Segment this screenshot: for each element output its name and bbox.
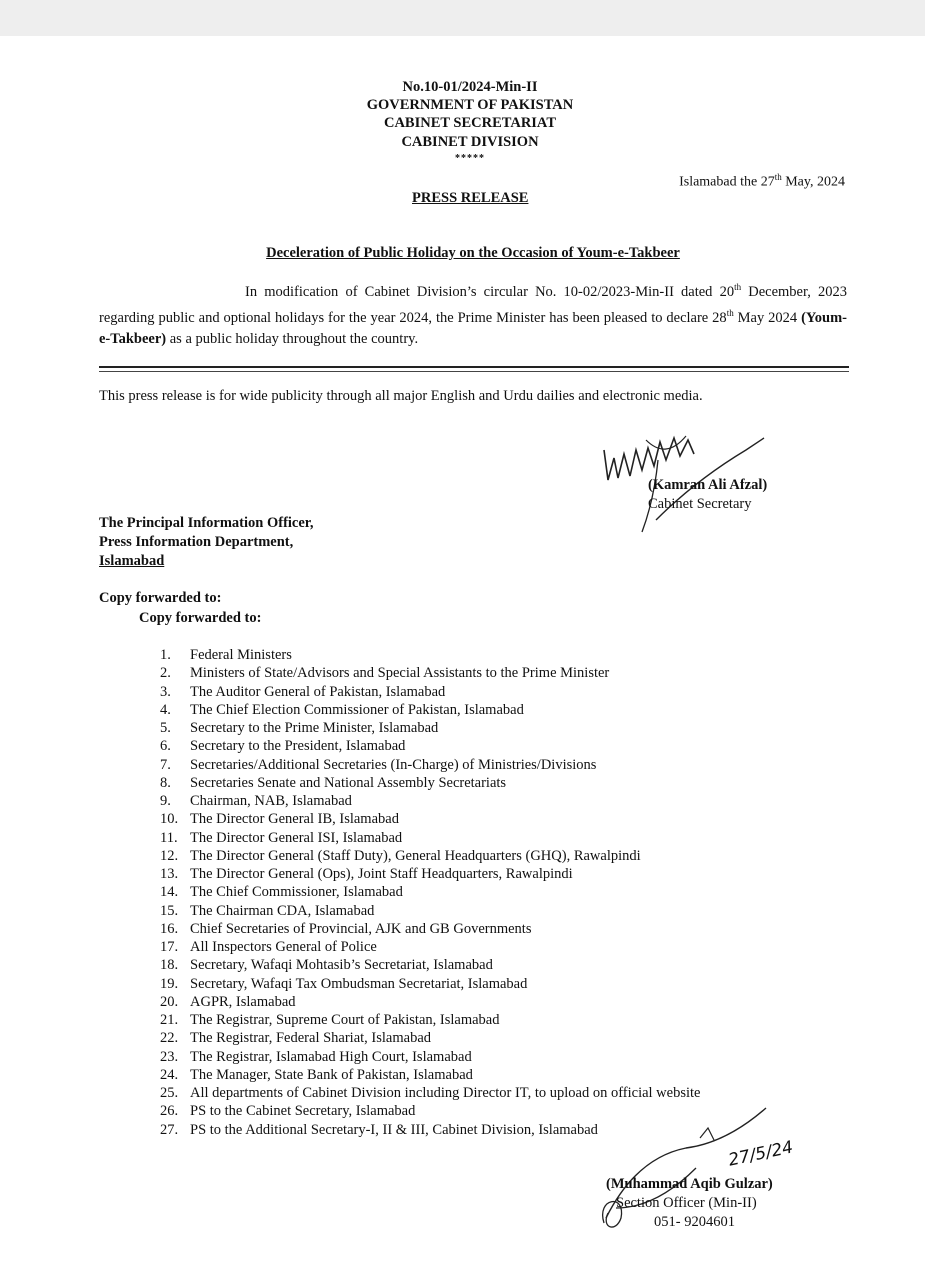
recipient-item <box>160 847 700 865</box>
addressee-block <box>99 514 314 571</box>
recipient-text: Secretaries Senate and National Assembly Secretariats <box>190 774 507 791</box>
recipient-text: AGPR, Islamabad <box>190 993 296 1010</box>
recipient-text: Secretaries/Additional Secretaries (In-Charge) of Ministries/Divisions <box>190 756 597 773</box>
division-heading: CABINET DIVISION <box>401 134 539 150</box>
recipient-number: 23. <box>160 1048 179 1065</box>
recipient-item <box>160 664 700 682</box>
recipient-item <box>160 1011 700 1029</box>
issue-date: Islamabad the 27th May, 2024 <box>679 172 845 190</box>
subject-heading: Deceleration of Public Holiday on the Occasion of Youm-e-Takbeer <box>266 245 680 261</box>
officer-phone: 051- 9204601 <box>654 1214 735 1230</box>
recipient-text: Secretary to the President, Islamabad <box>190 738 406 755</box>
addressee-line-2: Press Information Department, <box>99 534 294 550</box>
copy-forwarded-heading: Copy forwarded to: <box>99 590 222 606</box>
recipient-text: Secretary, Wafaqi Tax Ombudsman Secretariat, Islamabad <box>190 975 528 992</box>
recipient-text: The Director General IB, Islamabad <box>190 811 399 828</box>
recipient-number: 16. <box>160 920 179 937</box>
recipient-item <box>160 756 700 774</box>
recipient-number: 7. <box>160 756 171 773</box>
recipient-item <box>160 683 700 701</box>
recipient-item <box>160 956 700 974</box>
recipient-text: Chief Secretaries of Provincial, AJK and GB Governments <box>190 920 532 937</box>
recipient-number: 26. <box>160 1103 179 1120</box>
recipient-number: 1. <box>160 647 171 663</box>
recipient-item <box>160 792 700 810</box>
recipient-text: The Chief Commissioner, Islamabad <box>190 884 403 901</box>
recipient-item <box>160 902 700 920</box>
signatory-name: (Kamran Ali Afzal) <box>648 477 768 493</box>
body-paragraph: In modification of Cabinet Division’s circular No. 10-02/2023-Min-II dated 20th December, 2023 regarding public and optional holidays for the year 2024, the Prime Minister has been pleased to declare 28th May 2024 (Youm-e-Takbeer) as a public holiday throughout the country. <box>99 282 847 347</box>
recipient-item <box>160 829 700 847</box>
recipient-text: All departments of Cabinet Division including Director IT, to upload on official website <box>190 1085 701 1101</box>
recipient-item <box>160 883 700 901</box>
recipient-text: The Registrar, Supreme Court of Pakistan, Islamabad <box>190 1012 500 1028</box>
government-heading: GOVERNMENT OF PAKISTAN <box>366 97 574 113</box>
recipient-number: 14. <box>160 884 179 901</box>
recipient-number: 2. <box>160 665 171 682</box>
recipient-number: 21. <box>160 1012 179 1028</box>
recipient-number: 24. <box>160 1066 179 1083</box>
recipient-text: The Director General (Staff Duty), General Headquarters (GHQ), Rawalpindi <box>190 847 641 864</box>
recipient-number: 5. <box>160 720 171 736</box>
signatory-block <box>648 476 767 514</box>
recipient-item <box>160 993 700 1011</box>
copy-forwarded-heading-repeat: Copy forwarded to: <box>139 610 262 626</box>
recipient-item <box>160 1029 700 1047</box>
recipient-text: The Auditor General of Pakistan, Islamabad <box>190 683 446 700</box>
top-band <box>0 0 925 36</box>
section-officer-block <box>606 1175 773 1232</box>
recipient-text: The Chief Election Commissioner of Pakistan, Islamabad <box>190 701 524 718</box>
recipient-number: 13. <box>160 866 179 882</box>
recipient-number: 3. <box>160 683 171 700</box>
recipient-item <box>160 774 700 792</box>
recipient-item <box>160 719 700 737</box>
recipient-text: All Inspectors General of Police <box>190 939 377 955</box>
recipient-text: Secretary, Wafaqi Mohtasib’s Secretariat, Islamabad <box>190 957 493 974</box>
recipient-text: The Registrar, Islamabad High Court, Islamabad <box>190 1048 472 1065</box>
recipient-number: 20. <box>160 993 179 1010</box>
publicity-note: This press release is for wide publicity through all major English and Urdu dailies and electronic media. <box>99 388 703 404</box>
recipient-text: The Director General (Ops), Joint Staff Headquarters, Rawalpindi <box>190 866 573 882</box>
recipient-number: 18. <box>160 957 179 974</box>
addressee-line-3: Islamabad <box>99 553 165 569</box>
recipient-number: 9. <box>160 793 171 809</box>
recipient-text: Chairman, NAB, Islamabad <box>190 793 352 809</box>
recipient-item <box>160 646 700 664</box>
recipient-number: 12. <box>160 847 179 864</box>
recipient-number: 4. <box>160 701 171 718</box>
recipient-text: The Registrar, Federal Shariat, Islamabad <box>190 1030 431 1047</box>
recipient-number: 6. <box>160 738 171 755</box>
officer-designation: Section Officer (Min-II) <box>616 1195 757 1211</box>
recipient-number: 8. <box>160 774 171 791</box>
separator-stars: ***** <box>455 153 485 164</box>
recipient-item <box>160 1066 700 1084</box>
recipient-number: 19. <box>160 975 179 992</box>
recipient-number: 17. <box>160 939 179 955</box>
recipient-text: Ministers of State/Advisors and Special Assistants to the Prime Minister <box>190 665 610 682</box>
recipient-number: 22. <box>160 1030 179 1047</box>
recipient-item <box>160 810 700 828</box>
recipient-text: PS to the Cabinet Secretary, Islamabad <box>190 1103 416 1120</box>
recipient-item <box>160 920 700 938</box>
recipient-list <box>160 646 700 1139</box>
recipient-item <box>160 1048 700 1066</box>
recipient-number: 11. <box>160 829 178 846</box>
signatory-designation: Cabinet Secretary <box>648 496 752 512</box>
recipient-item <box>160 701 700 719</box>
press-release-heading: PRESS RELEASE <box>412 190 529 206</box>
divider-line <box>99 366 849 368</box>
officer-name: (Muhammad Aqib Gulzar) <box>606 1176 773 1192</box>
recipient-item <box>160 865 700 883</box>
recipient-text: The Manager, State Bank of Pakistan, Islamabad <box>190 1066 473 1083</box>
addressee-line-1: The Principal Information Officer, <box>99 515 314 531</box>
reference-number: No.10-01/2024-Min-II <box>402 79 538 95</box>
handwritten-date: 27/5/24 <box>726 1137 795 1171</box>
recipient-number: 27. <box>160 1121 179 1138</box>
recipient-text: Secretary to the Prime Minister, Islamabad <box>190 720 439 736</box>
recipient-item <box>160 737 700 755</box>
recipient-text: The Director General ISI, Islamabad <box>190 829 403 846</box>
recipient-number: 25. <box>160 1085 179 1101</box>
divider-line-thin <box>99 371 849 372</box>
recipient-item <box>160 975 700 993</box>
recipient-number: 10. <box>160 811 179 828</box>
recipient-item <box>160 938 700 956</box>
recipient-text: The Chairman CDA, Islamabad <box>190 902 375 919</box>
recipient-text: PS to the Additional Secretary-I, II & III, Cabinet Division, Islamabad <box>190 1121 598 1138</box>
secretariat-heading: CABINET SECRETARIAT <box>383 115 557 131</box>
recipient-text: Federal Ministers <box>190 647 292 663</box>
recipient-number: 15. <box>160 902 179 919</box>
